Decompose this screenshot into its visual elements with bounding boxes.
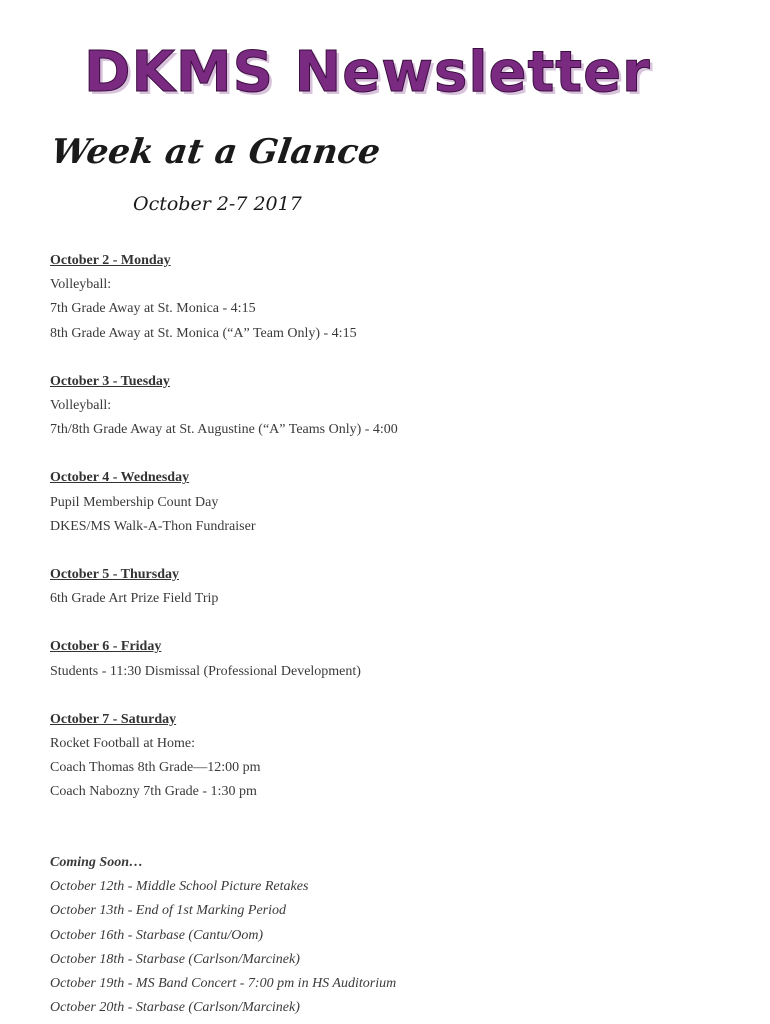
schedule-line: 8th Grade Away at St. Monica (“A” Team Only) - 4:15 [50,325,357,341]
day-section-monday [50,249,730,346]
newsletter-title: DKMS Newsletter [84,40,651,105]
schedule-line: Rocket Football at Home: [50,736,196,752]
coming-soon-item: October 12th - Middle School Picture Retakes [50,879,309,895]
schedule-line: DKES/MS Walk-A-Thon Fundraiser [50,518,256,534]
day-section-friday [50,635,730,683]
coming-soon-item: October 13th - End of 1st Marking Period [50,903,287,919]
coming-soon-item: October 20th - Starbase (Carlson/Marcinek) [50,1000,300,1016]
coming-soon-item: October 19th - MS Band Concert - 7:00 pm in HS Auditorium [50,976,397,992]
schedule-line: 7th/8th Grade Away at St. Augustine (“A” Teams Only) - 4:00 [50,422,398,438]
day-heading: October 4 - Wednesday [50,470,190,486]
coming-soon-section [50,851,730,1020]
day-heading: October 3 - Tuesday [50,373,170,389]
day-section-wednesday [50,466,730,539]
day-section-saturday [50,708,730,805]
schedule-line: Pupil Membership Count Day [50,494,219,510]
coming-soon-item: October 18th - Starbase (Carlson/Marcinek) [50,951,300,967]
schedule-line: Volleyball: [50,398,112,414]
date-range: October 2-7 2017 [133,193,302,215]
day-heading: October 7 - Saturday [50,711,177,727]
day-heading: October 5 - Thursday [50,567,179,583]
schedule-line: 7th Grade Away at St. Monica - 4:15 [50,301,256,317]
coming-soon-heading: Coming Soon… [50,855,143,870]
week-at-a-glance-heading: Week at a Glance [48,132,383,172]
schedule-line: Coach Nabozny 7th Grade - 1:30 pm [50,784,257,800]
week-schedule [50,249,730,829]
coming-soon-item: October 16th - Starbase (Cantu/Oom) [50,927,264,943]
schedule-line: Volleyball: [50,277,112,293]
schedule-line: Students - 11:30 Dismissal (Professional Development) [50,663,361,679]
day-heading: October 2 - Monday [50,253,171,268]
schedule-line: 6th Grade Art Prize Field Trip [50,591,219,607]
day-heading: October 6 - Friday [50,639,162,655]
day-section-thursday [50,563,730,611]
schedule-line: Coach Thomas 8th Grade—12:00 pm [50,760,261,776]
day-section-tuesday [50,370,730,443]
